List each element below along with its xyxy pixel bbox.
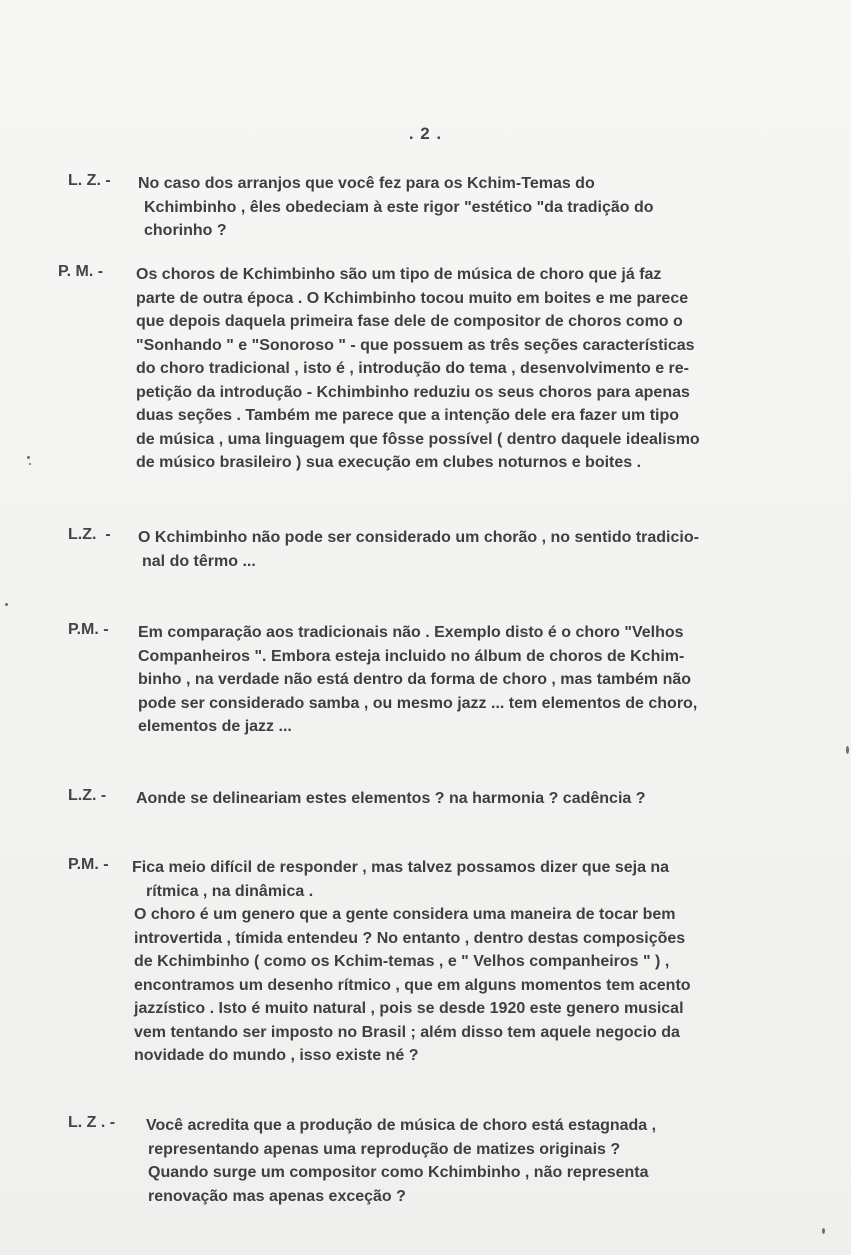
text-line: No caso dos arranjos que você fez para os Kchim-Temas do [138, 175, 595, 192]
text-line: do choro tradicional , isto é , introdução do tema , desenvolvimento e re- [136, 360, 689, 377]
text-line: "Sonhando " e "Sonoroso " - que possuem as três seções características [136, 336, 695, 354]
text-line: de música , uma linguagem que fôsse possível ( dentro daquele idealismo [136, 430, 700, 448]
text-line: novidade do mundo , isso existe né ? [134, 1047, 419, 1064]
entry-text [146, 1114, 656, 1208]
text-line: Quando surge um compositor como Kchimbinho , não representa [148, 1164, 649, 1181]
text-line: parte de outra época . O Kchimbinho tocou muito em boites e me parece [136, 289, 689, 307]
text-line: vem tentando ser imposto no Brasil ; além disso tem aquele negocio da [134, 1023, 680, 1041]
text-line: introvertida , tímida entendeu ? No entanto , dentro destas composições [134, 929, 686, 947]
text-line: jazzístico . Isto é muito natural , pois se desde 1920 este genero musical [134, 1000, 684, 1017]
paper-speck [822, 1228, 825, 1234]
speaker-label: L. Z . - [68, 1114, 116, 1131]
text-line: de músico brasileiro ) sua execução em clubes noturnos e boites . [136, 454, 642, 471]
text-line: pode ser considerado samba , ou mesmo jazz ... tem elementos de choro, [138, 694, 698, 712]
text-line: O Kchimbinho não pode ser considerado um chorão , no sentido tradicio- [138, 529, 699, 546]
entry-text [136, 787, 646, 811]
text-line: que depois daquela primeira fase dele de compositor de choros como o [136, 313, 683, 330]
speaker-label: L. Z. - [68, 172, 111, 189]
text-line: elementos de jazz ... [138, 718, 292, 735]
text-line: duas seções . Também me parece que a intenção dele era fazer um tipo [136, 407, 680, 424]
entry-text [138, 172, 654, 243]
text-line: Você acredita que a produção de música de choro está estagnada , [146, 1117, 657, 1134]
speaker-label: P.M. - [68, 621, 109, 638]
text-line: rítmica , na dinâmica . [146, 882, 314, 900]
text-line: Em comparação aos tradicionais não . Exemplo disto é o choro "Velhos [138, 624, 684, 641]
paper-speck [846, 746, 849, 754]
paper-speck [27, 456, 30, 459]
text-line: chorinho ? [144, 222, 227, 239]
text-line: binho , na verdade não está dentro da forma de choro , mas também não [138, 671, 692, 688]
paper-speck [5, 603, 8, 606]
entry-text [138, 621, 697, 739]
speaker-label: L.Z. - [68, 787, 107, 804]
speaker-label: P.M. - [68, 856, 109, 873]
text-line: Os choros de Kchimbinho são um tipo de música de choro que já faz [136, 266, 662, 283]
text-line: nal do têrmo ... [142, 552, 256, 570]
text-line: Fica meio difícil de responder , mas talvez possamos dizer que seja na [132, 859, 670, 876]
text-line: representando apenas uma reprodução de matizes originais ? [148, 1140, 621, 1158]
paper-speck [29, 463, 31, 465]
entry-text [136, 263, 700, 475]
speaker-label: L.Z. - [68, 526, 111, 543]
entry-text [138, 526, 699, 573]
text-line: encontramos um desenho rítmico , que em alguns momentos tem acento [134, 976, 691, 994]
text-line: renovação mas apenas exceção ? [148, 1187, 406, 1205]
page-number: . 2 . [408, 124, 443, 143]
speaker-label: P. M. - [58, 263, 104, 280]
text-line: Aonde se delineariam estes elementos ? na harmonia ? cadência ? [136, 790, 646, 807]
text-line: petição da introdução - Kchimbinho reduziu os seus choros para apenas [136, 383, 690, 401]
text-line: Kchimbinho , êles obedeciam à este rigor "estético "da tradição do [144, 198, 654, 216]
text-line: Companheiros ". Embora esteja incluido no álbum de choros de Kchim- [138, 647, 685, 665]
text-line: de Kchimbinho ( como os Kchim-temas , e " Velhos companheiros " ) , [134, 953, 670, 970]
text-line: O choro é um genero que a gente considera uma maneira de tocar bem [134, 906, 676, 923]
entry-text [132, 856, 691, 1068]
